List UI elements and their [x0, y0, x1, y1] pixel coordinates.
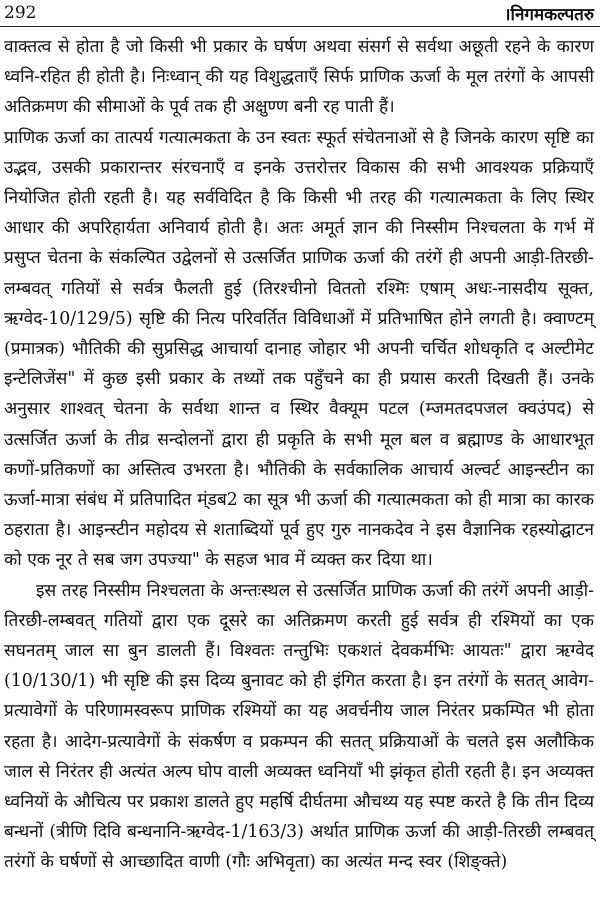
page-header [0, 0, 600, 27]
paragraph-1: वाक्तत्व से होता है जो किसी भी प्रकार के घर्षण अथवा संसर्ग से सर्वथा अछूती रहने के कारण ध्वनि-रहित ही होती है। निःध्वान् की यह विशुद्धताएँ सिर्फ प्राणिक ऊर्जा के मूल तरंगों के आपसी अतिक्रमण की सीमाओं के पूर्व तक ही अक्षुण्ण बनी रह पाती हैं। [4, 37, 594, 118]
running-title: ।निगमकल्पतरु [504, 5, 594, 25]
body-text [4, 32, 594, 878]
paragraph-3: इस तरह निस्सीम निश्चलता के अन्तःस्थल से उत्सर्जित प्राणिक ऊर्जा की तरंगें अपनी आड़ी-तिरछी-लम्बवत् गतियों द्वारा एक दूसरे का अतिक्रमण करती हुई सर्वत्र ही रश्मियों का एक सघनतम् जाल सा बुन डालती हैं। विश्वतः तन्तुभिः एकशतं देवकर्मभिः आयतः" द्वारा ऋग्वेद (10/130/1) भी सृष्टि की इस दिव्य बुनावट को ही इंगित करता है। इन तरंगों के सतत् आवेग-प्रत्यावेगों के परिणामस्वरूप प्राणिक रश्मियों का यह अवर्चनीय जाल निरंतर प्रकम्पित भी होता रहता है। आदेग-प्रत्यावेगों के संकर्षण व प्रकम्पन की सतत् प्रक्रियाओं के चलते इस अलौकिक जाल से निरंतर ही अत्यंत अल्प घोप वाली अव्यक्त ध्वनियाँ भी झंकृत होती रहती है। इन अव्यक्त ध्वनियों के औचित्य पर प्रकाश डालते हुए महर्षि दीर्घतमा औचथ्य यह स्पष्ट करते है कि तीन दिव्य बन्धनों (त्रीणि दिवि बन्धनानि-ऋग्वेद-1/163/3) अर्थात प्राणिक ऊर्जा की आड़ी-तिरछी लम्बवत् तरंगों के घर्षणों से आच्छादित वाणी (गौः अभिवृता) का अत्यंत मन्द स्वर (शिङ्क्ते) [4, 580, 594, 873]
page-number: 292 [4, 3, 37, 23]
paragraph-2: प्राणिक ऊर्जा का तात्पर्य गत्यात्मकता के उन स्वतः स्फूर्त संचेतनाओं से है जिनके कारण सृष्टि का उद्भव, उसकी प्रकारान्तर संरचनाएँ व इनके उत्तरोत्तर विकास की सभी आवश्यक प्रक्रियाएँ नियोजित होती रहती है। यह सर्वविदित है कि किसी भी तरह की गत्यात्मकता के लिए स्थिर आधार की अपरिहार्यता अनिवार्य होती है। अतः अमूर्त ज्ञान की निस्सीम निश्चलता के गर्भ में प्रसुप्त चेतना के संकल्पित उद्वेलनों से उत्सर्जित प्राणिक ऊर्जा की तरंगें ही अपनी आड़ी-तिरछी-लम्बवत् गतियों से सर्वत्र फैलती हुई (तिरश्चीनो विततो रश्मिः एषाम् अधः-नासदीय सूक्त, ऋग्वेद-10/129/5) सृष्टि की नित्य परिवर्तित विविधाओं में प्रतिभाषित होने लगती है। क्वाण्टम् (प्रमात्रक) भौतिकी की सुप्रसिद्ध आचार्या दानाह जोहार भी अपनी चर्चित शोधकृति द अल्टीमेट इन्टेलिजेंस" में कुछ इसी प्रकार के तथ्यों तक पहुँचने का ही प्रयास करती दिखती हैं। उनके अनुसार शाश्वत् चेतना के सर्वथा शान्त व स्थिर वैक्यूम पटल (म्जमतदपजल क्वउंपद) से उत्सर्जित ऊर्जा के तीव्र सन्दोलनों द्वारा ही प्रकृति के सभी मूल बल व ब्रह्माण्ड के आधारभूत कणों-प्रतिकणों का अस्तित्व उभरता है। भौतिकी के सर्वकालिक आचार्य अल्वर्ट आइन्स्टीन का ऊर्जा-मात्रा संबंध में प्रतिपादित म्ंडब2 का सूत्र भी ऊर्जा की गत्यात्मकता को ही मात्रा का कारक ठहराता है। आइन्स्टीन महोदय से शताब्दियों पूर्व हुए गुरु नानकदेव ने इस वैज्ञानिक रहस्योद्घाटन को एक नूर ते सब जग उपज्या" के सहज भाव में व्यक्त कर दिया था। [4, 127, 594, 571]
